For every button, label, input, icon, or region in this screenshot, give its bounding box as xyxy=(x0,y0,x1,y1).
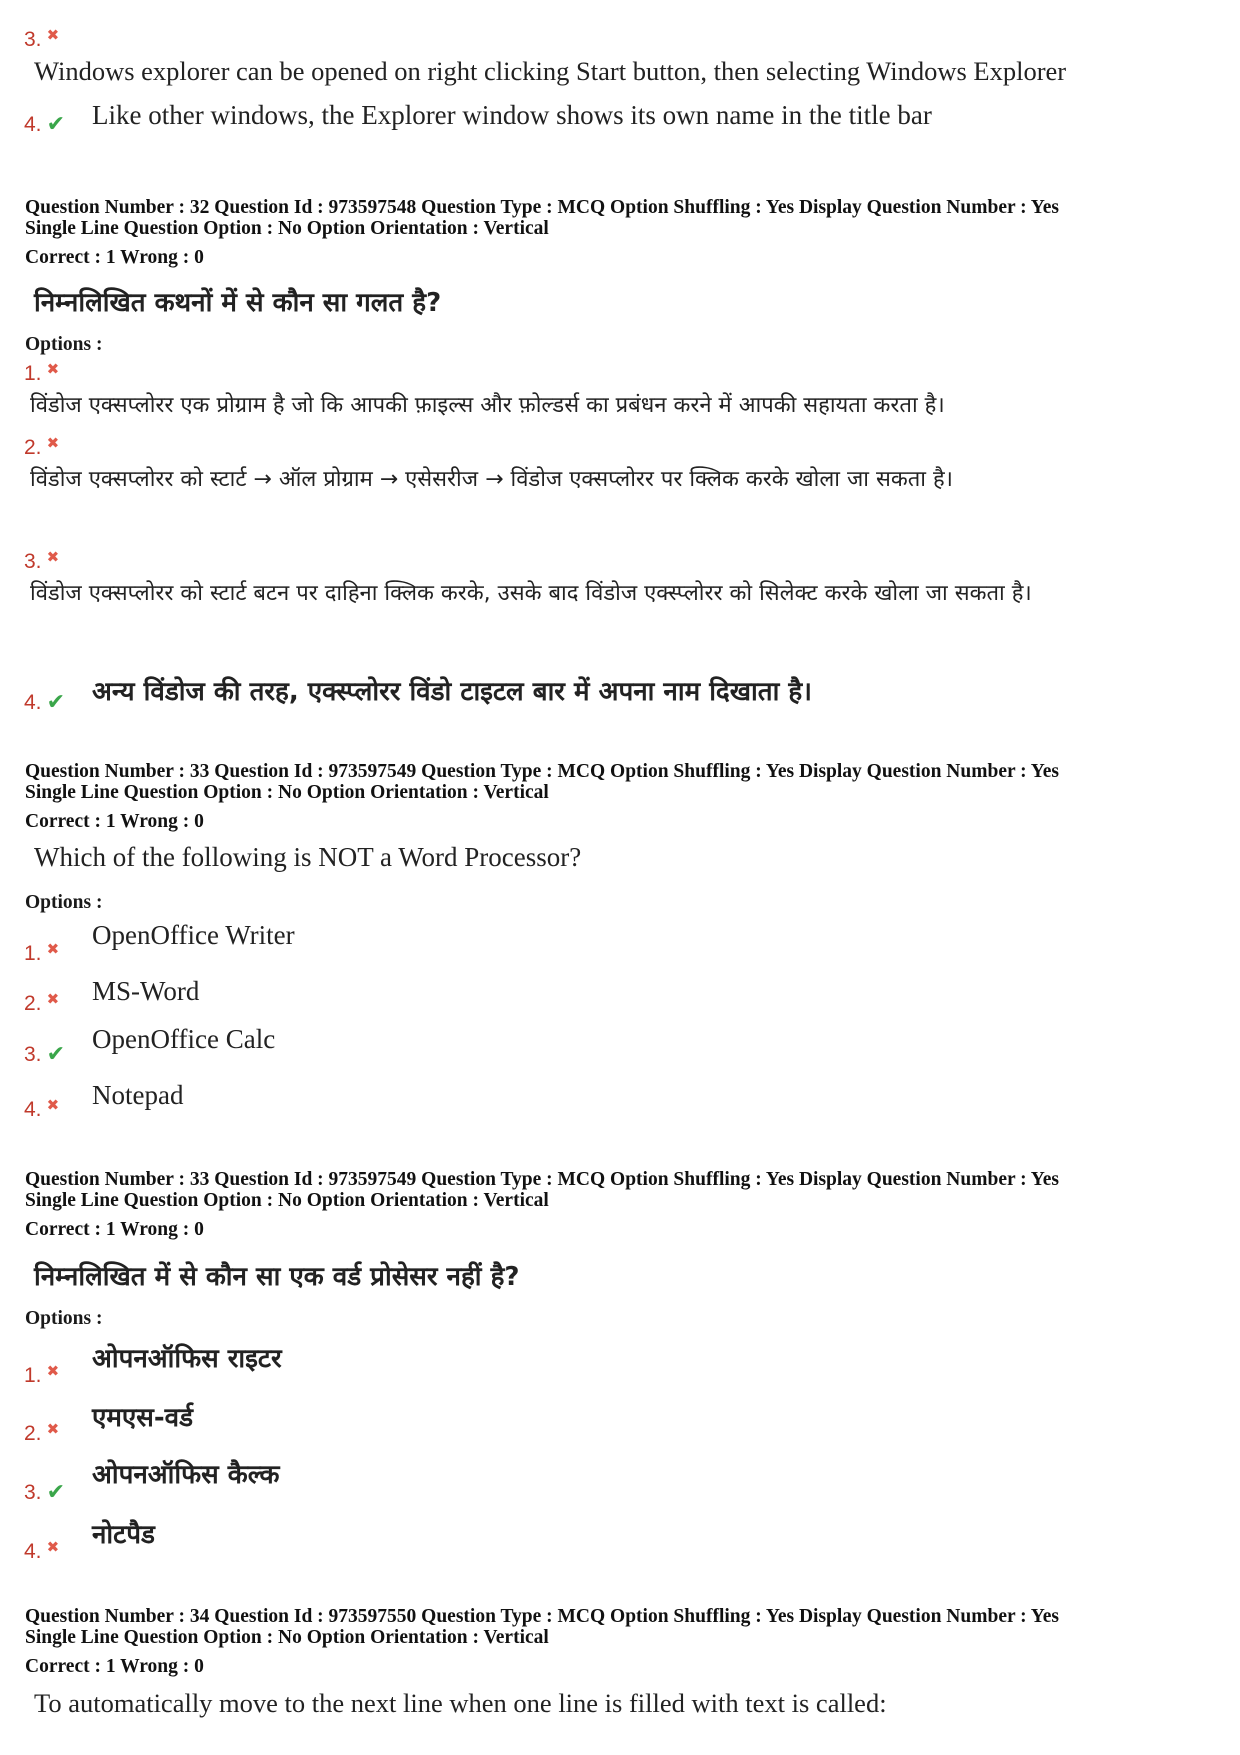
question-meta: Question Number : 32 Question Id : 973597548 Question Type : MCQ Option Shuffling : Yes Display Question Number : Yes xyxy=(25,197,1059,218)
option-3 xyxy=(24,1042,65,1067)
option-3 xyxy=(24,1480,65,1505)
option-text: Windows explorer can be opened on right clicking Start button, then selecting Windows Explorer xyxy=(34,56,1067,86)
question-meta: Question Number : 33 Question Id : 973597549 Question Type : MCQ Option Shuffling : Yes Display Question Number : Yes xyxy=(25,1169,1059,1190)
question-meta-line2: Single Line Question Option : No Option Orientation : Vertical xyxy=(25,782,549,803)
question-meta-line2: Single Line Question Option : No Option Orientation : Vertical xyxy=(25,1627,549,1648)
option-text: OpenOffice Writer xyxy=(92,920,295,950)
option-2 xyxy=(24,1422,59,1446)
option-4 xyxy=(24,690,65,715)
option-number: 4. xyxy=(24,1540,42,1563)
option-1 xyxy=(24,1364,59,1388)
option-1 xyxy=(24,942,59,966)
wrong-mark-icon: ✖ xyxy=(46,1538,60,1556)
options-label: Options : xyxy=(25,334,103,355)
option-2 xyxy=(24,992,59,1016)
option-text: ओपनऑफिस कैल्क xyxy=(92,1460,280,1490)
question-meta-line2: Single Line Question Option : No Option Orientation : Vertical xyxy=(25,1190,549,1211)
option-number: 3. xyxy=(24,1481,42,1504)
option-number: 4. xyxy=(24,1098,42,1121)
option-4 xyxy=(24,1540,59,1564)
option-text: OpenOffice Calc xyxy=(92,1024,276,1054)
option-text: एमएस-वर्ड xyxy=(92,1403,194,1433)
option-1 xyxy=(24,362,59,386)
correct-mark-icon: ✔ xyxy=(46,1480,66,1505)
option-4 xyxy=(24,112,65,137)
option-number: 3. xyxy=(24,1043,42,1066)
score-info: Correct : 1 Wrong : 0 xyxy=(25,811,204,832)
option-text: विंडोज एक्सप्लोरर को स्टार्ट → ऑल प्रोग्राम → एसेसरीज → विंडोज एक्सप्लोरर पर क्लिक करके खोला जा सकता है। xyxy=(30,467,953,492)
wrong-mark-icon: ✖ xyxy=(46,940,60,958)
correct-mark-icon: ✔ xyxy=(46,112,66,137)
option-text: नोटपैड xyxy=(92,1520,155,1550)
option-number: 4. xyxy=(24,113,42,136)
wrong-mark-icon: ✖ xyxy=(46,1096,60,1114)
correct-mark-icon: ✔ xyxy=(46,1042,66,1067)
option-number: 1. xyxy=(24,362,42,385)
options-label: Options : xyxy=(25,1308,103,1329)
wrong-mark-icon: ✖ xyxy=(46,548,60,566)
question-meta: Question Number : 34 Question Id : 973597550 Question Type : MCQ Option Shuffling : Yes Display Question Number : Yes xyxy=(25,1606,1059,1627)
wrong-mark-icon: ✖ xyxy=(46,360,60,378)
option-number: 1. xyxy=(24,942,42,965)
wrong-mark-icon: ✖ xyxy=(46,1362,60,1380)
wrong-mark-icon: ✖ xyxy=(46,990,60,1008)
question-text: निम्नलिखित कथनों में से कौन सा गलत है? xyxy=(34,288,442,318)
option-number: 3. xyxy=(24,550,42,573)
wrong-mark-icon: ✖ xyxy=(46,1420,60,1438)
option-text: अन्य विंडोज की तरह, एक्स्प्लोरर विंडो टाइटल बार में अपना नाम दिखाता है। xyxy=(92,677,813,707)
option-text: Notepad xyxy=(92,1080,184,1110)
option-text: MS-Word xyxy=(92,976,200,1006)
score-info: Correct : 1 Wrong : 0 xyxy=(25,247,204,268)
option-number: 2. xyxy=(24,992,42,1015)
question-text: To automatically move to the next line when one line is filled with text is called: xyxy=(34,1688,887,1718)
options-label: Options : xyxy=(25,892,103,913)
option-3 xyxy=(24,550,59,574)
option-4 xyxy=(24,1098,59,1122)
option-text: ओपनऑफिस राइटर xyxy=(92,1344,282,1374)
option-2 xyxy=(24,436,59,460)
option-3 xyxy=(24,28,59,52)
option-number: 2. xyxy=(24,436,42,459)
correct-mark-icon: ✔ xyxy=(46,690,66,715)
option-text: Like other windows, the Explorer window shows its own name in the title bar xyxy=(92,100,932,130)
score-info: Correct : 1 Wrong : 0 xyxy=(25,1656,204,1677)
wrong-mark-icon: ✖ xyxy=(46,26,60,44)
option-text: विंडोज एक्सप्लोरर एक प्रोग्राम है जो कि आपकी फ़ाइल्स और फ़ोल्डर्स का प्रबंधन करने में आपकी सहायता करता है। xyxy=(30,393,945,418)
question-meta-line2: Single Line Question Option : No Option Orientation : Vertical xyxy=(25,218,549,239)
option-number: 1. xyxy=(24,1364,42,1387)
wrong-mark-icon: ✖ xyxy=(46,434,60,452)
option-number: 2. xyxy=(24,1422,42,1445)
question-meta: Question Number : 33 Question Id : 973597549 Question Type : MCQ Option Shuffling : Yes Display Question Number : Yes xyxy=(25,761,1059,782)
option-number: 4. xyxy=(24,691,42,714)
option-number: 3. xyxy=(24,28,42,51)
option-text: विंडोज एक्सप्लोरर को स्टार्ट बटन पर दाहिना क्लिक करके, उसके बाद विंडोज एक्स्प्लोरर को सिलेक्ट करके खोला जा सकता है। xyxy=(30,581,1032,606)
question-text: Which of the following is NOT a Word Processor? xyxy=(34,842,582,872)
score-info: Correct : 1 Wrong : 0 xyxy=(25,1219,204,1240)
question-text: निम्नलिखित में से कौन सा एक वर्ड प्रोसेसर नहीं है? xyxy=(34,1262,520,1292)
